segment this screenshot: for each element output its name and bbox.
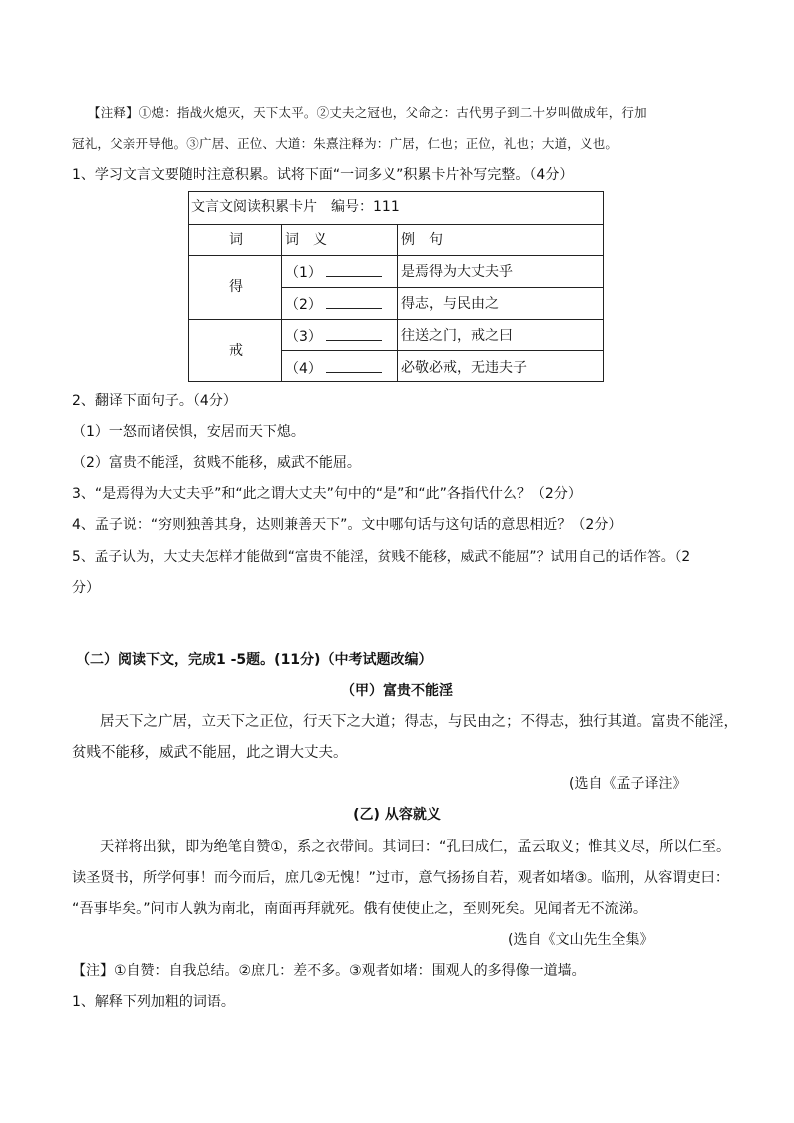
vocabulary-card-table [188,191,604,382]
annotation-line-1: 【注释】①熄：指战火熄灭，天下太平。②丈夫之冠也，父命之：古代男子到二十岁叫做成年，行加 [88,105,647,120]
blank-3-label: （3） [285,329,322,345]
header-word: 词 [229,232,243,248]
question-1: 1、学习文言文要随时注意积累。试将下面“一词多义”积累卡片补写完整。（4分） [72,167,574,183]
question-2-2: （2）富贵不能淫，贫贱不能移，威武不能屈。 [72,455,361,471]
blank-3[interactable] [285,326,382,347]
question-2-1: （1）一怒而诸侯惧，安居而天下熄。 [72,424,305,440]
passage-jia-title: （甲）富贵不能淫 [341,683,453,699]
blank-1-label: （1） [285,265,322,281]
example-1: 是焉得为大丈夫乎 [401,264,513,280]
passage-yi-title: (乙) 从容就义 [353,807,441,823]
passage-jia-line-2: 贫贱不能移，威武不能屈，此之谓大丈夫。 [72,745,348,761]
section-heading: （二）阅读下文，完成1 -5题。(11分)（中考试题改编） [76,652,433,668]
question-5-line-1: 5、孟子认为，大丈夫怎样才能做到“富贵不能淫，贫贱不能移，威武不能屈”？试用自己的话作答。（2 [72,549,691,565]
example-3: 往送之门，戒之曰 [401,328,513,344]
card-title: 文言文阅读积累卡片 编号：111 [191,199,400,215]
passage-yi-line-1: 天祥将出狱，即为绝笔自赞①，系之衣带间。其词曰：“孔曰成仁，孟云取义；惟其义尽，所以仁至。 [100,839,731,855]
passage-yi-source: (选自《文山先生全集》 [508,932,654,948]
header-example: 例 句 [401,232,443,248]
blank-2-label: （2） [285,297,322,313]
blank-4[interactable] [285,358,382,379]
question-3: 3、“是焉得为大丈夫乎”和“此之谓大丈夫”句中的“是”和“此”各指代什么？（2分） [72,486,582,502]
part2-question-1: 1、解释下列加粗的词语。 [72,994,235,1010]
passage-jia-line-1: 居天下之广居，立天下之正位，行天下之大道；得志，与民由之；不得志，独行其道。富贵不能淫， [100,714,738,730]
header-meaning: 词 义 [285,232,327,248]
word-jie: 戒 [229,343,243,359]
question-5-line-2: 分） [72,580,100,596]
passage-yi-line-3: “吾事毕矣。”问市人孰为南北，南面再拜就死。俄有使使止之，至则死矣。见闻者无不流涕。 [72,901,648,917]
passage-yi-line-2: 读圣贤书，所学何事！而今而后，庶几②无愧！”过市，意气扬扬自若，观者如堵③。临刑，从容谓吏曰： [72,870,730,886]
question-2: 2、翻译下面句子。（4分） [72,393,237,409]
question-4: 4、孟子说：“穷则独善其身，达则兼善天下”。文中哪句话与这句话的意思相近？（2分） [72,517,623,533]
blank-1[interactable] [285,262,382,283]
example-2: 得志，与民由之 [401,296,499,312]
passage-jia-source: (选自《孟子译注》 [569,776,687,792]
example-4: 必敬必戒，无违夫子 [401,360,527,376]
blank-2[interactable] [285,294,382,315]
passage-note: 【注】①自赞：自我总结。②庶几：差不多。③观者如堵：围观人的多得像一道墙。 [72,963,586,979]
annotation-line-2: 冠礼，父亲开导他。③广居、正位、大道：朱熹注释为：广居，仁也；正位，礼也；大道，义也。 [72,136,619,151]
blank-4-label: （4） [285,361,322,377]
word-de: 得 [229,279,243,295]
